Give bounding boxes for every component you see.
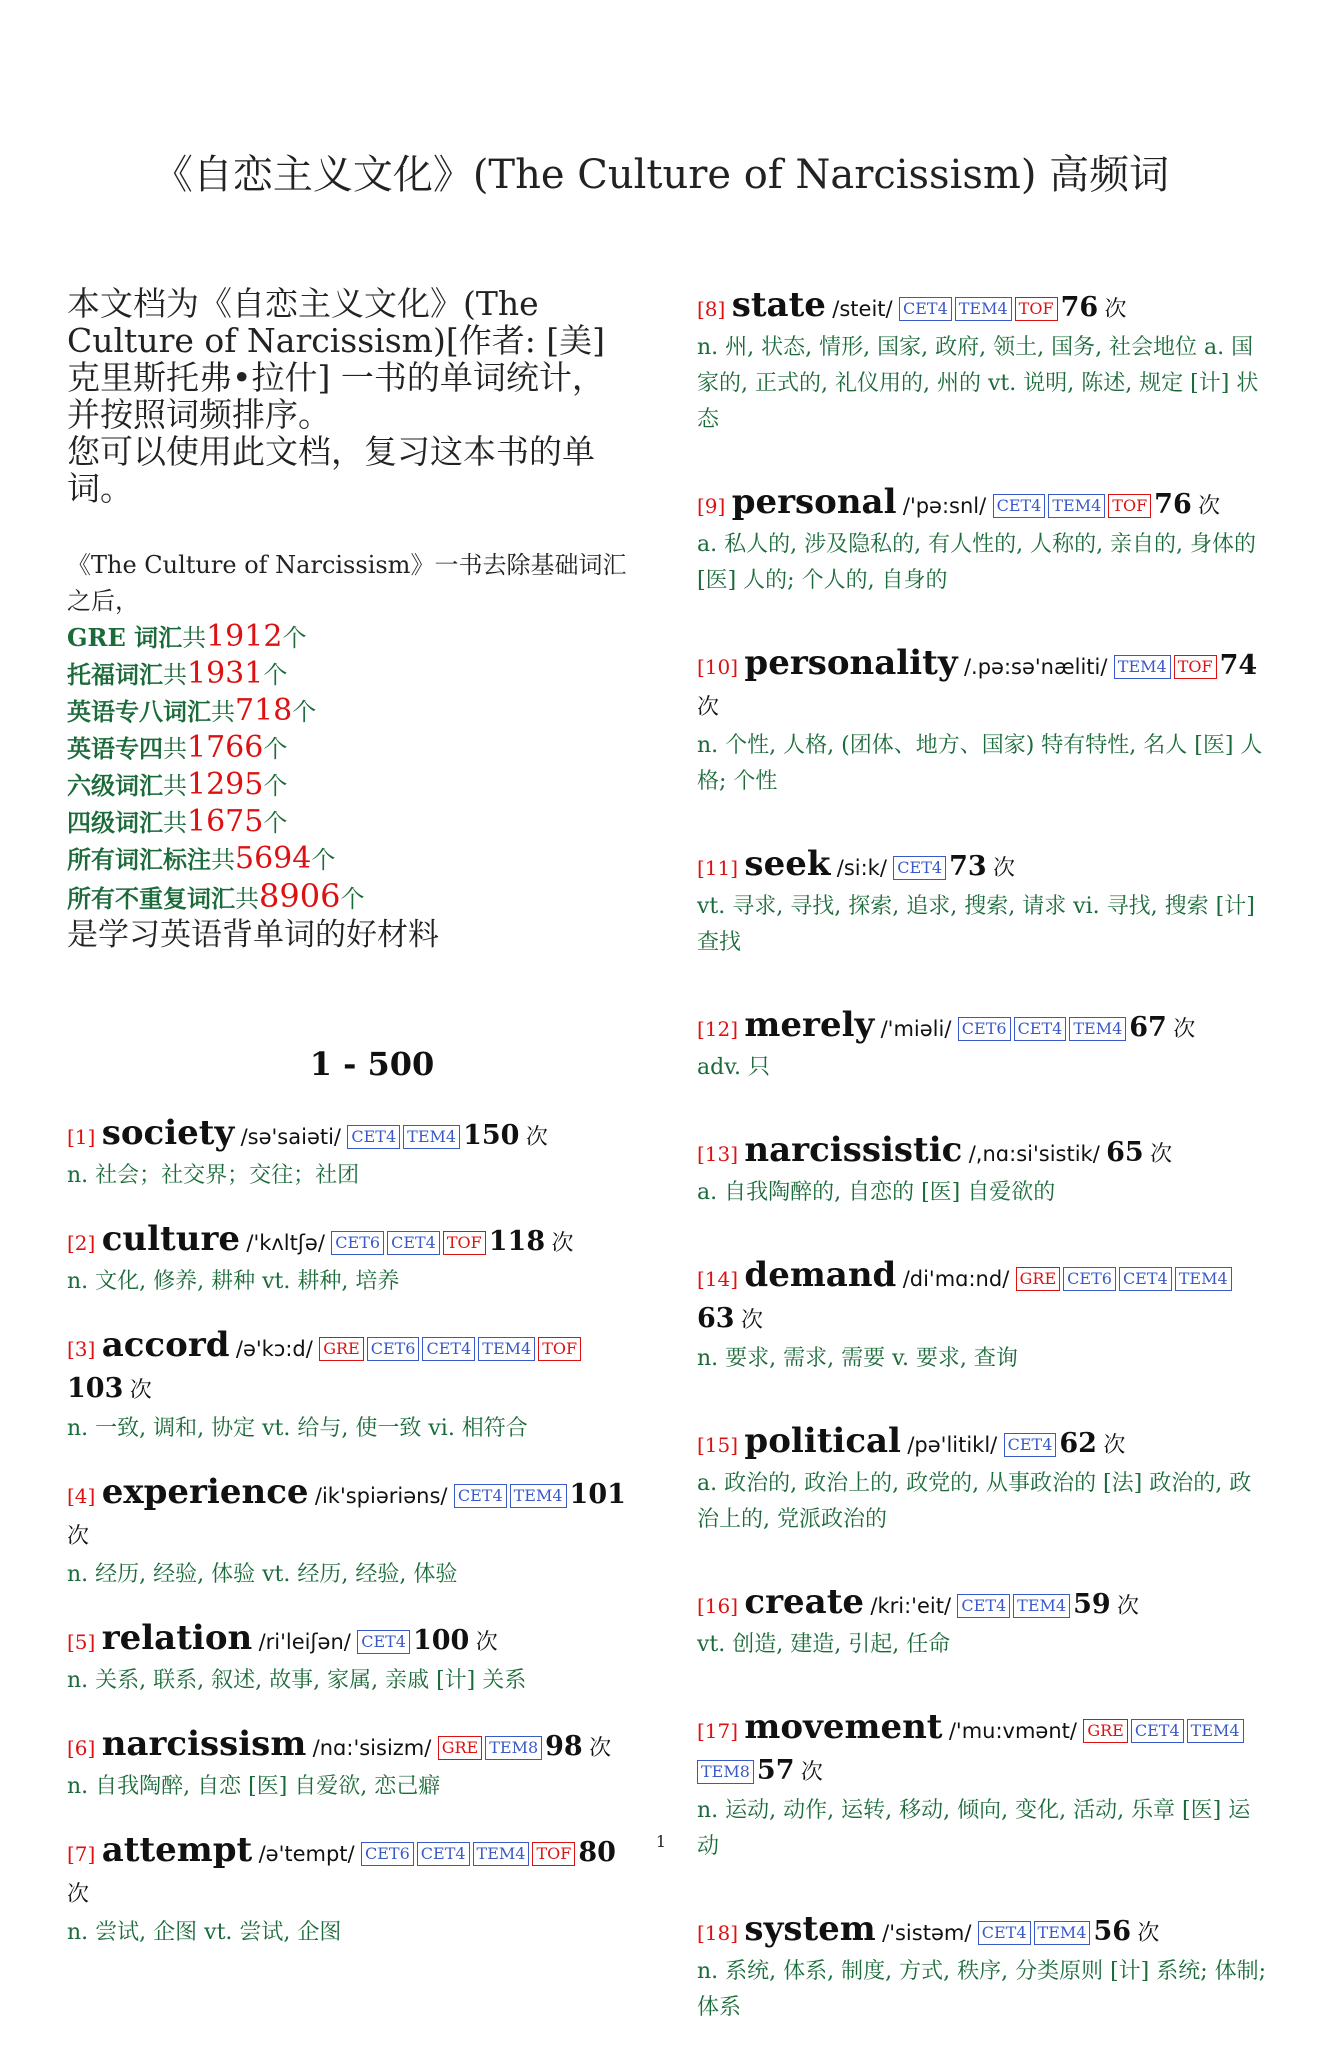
- stat-value: 1912: [206, 619, 283, 654]
- exam-tag: TEM4: [1013, 1594, 1070, 1618]
- entry-count: 62: [1059, 1428, 1097, 1459]
- entry-word: relation: [101, 1618, 253, 1658]
- exam-tag: CET6: [331, 1231, 384, 1255]
- entry-definition: n. 社会；社交界；交往；社团: [67, 1163, 360, 1188]
- entry-definition: vt. 创造, 建造, 引起, 任命: [697, 1632, 951, 1657]
- stat-line: [67, 841, 637, 878]
- word-entry: [67, 1325, 637, 1447]
- entry-definition: n. 自我陶醉, 自恋 [医] 自爱欲, 恋己癖: [67, 1774, 441, 1799]
- count-unit: 次: [1137, 1921, 1160, 1946]
- exam-tag: TEM4: [403, 1125, 460, 1149]
- entry-head: [697, 1255, 1267, 1341]
- stat-value: 718: [235, 693, 293, 728]
- entry-index: [8]: [697, 297, 726, 321]
- stat-line: [67, 656, 637, 693]
- entry-count: 65: [1106, 1137, 1144, 1168]
- entry-head: [67, 1618, 637, 1663]
- entry-phonetic: /'miəli/: [880, 1017, 952, 1041]
- entry-phonetic: /nɑ:'sisizm/: [312, 1736, 432, 1760]
- stat-word: 共: [211, 698, 235, 726]
- exam-tag: CET4: [993, 494, 1046, 518]
- stat-line: [67, 730, 637, 767]
- entry-head: [697, 1130, 1267, 1175]
- exam-tag: CET4: [347, 1125, 400, 1149]
- exam-tag: TOF: [1015, 297, 1058, 321]
- entry-definition: n. 关系, 联系, 叙述, 故事, 家属, 亲戚 [计] 关系: [67, 1668, 527, 1693]
- entry-phonetic: /ə'tempt/: [258, 1842, 355, 1866]
- exam-tag: CET4: [1014, 1017, 1067, 1041]
- stat-value: 1675: [187, 804, 264, 839]
- exam-tag: CET6: [1063, 1267, 1116, 1291]
- entry-count: 103: [67, 1373, 124, 1404]
- entry-definition: a. 私人的, 涉及隐私的, 有人性的, 人称的, 亲自的, 身体的 [医] 人的; 个人的, 自身的: [697, 532, 1257, 593]
- stat-label: 四级词汇: [67, 808, 163, 837]
- exam-tag: TEM4: [955, 297, 1012, 321]
- entry-word: movement: [744, 1707, 943, 1747]
- word-entry: [697, 643, 1267, 800]
- entry-index: [16]: [697, 1594, 739, 1618]
- entry-word: experience: [101, 1472, 309, 1512]
- exam-tag: TOF: [1174, 655, 1217, 679]
- entry-count: 73: [949, 851, 987, 882]
- count-unit: 次: [1117, 1594, 1140, 1619]
- entry-word: narcissistic: [744, 1130, 963, 1170]
- stat-unit: 个: [263, 772, 288, 800]
- entry-head: [697, 643, 1267, 728]
- word-entry: [67, 1219, 637, 1300]
- entry-head: [697, 285, 1267, 330]
- entry-count: 59: [1073, 1589, 1111, 1620]
- entry-head: [67, 1219, 637, 1264]
- count-unit: 次: [551, 1231, 574, 1256]
- exam-tag: TOF: [443, 1231, 486, 1255]
- entry-count: 101: [569, 1479, 626, 1510]
- entry-count: 118: [488, 1226, 546, 1257]
- entry-index: [17]: [697, 1719, 739, 1743]
- entry-phonetic: /'pə:snl/: [902, 494, 987, 518]
- stat-word: 共: [163, 772, 187, 800]
- entry-index: [4]: [67, 1484, 96, 1508]
- entry-count: 150: [463, 1120, 520, 1151]
- exam-tag: CET4: [1131, 1719, 1184, 1743]
- entry-word: create: [744, 1582, 865, 1622]
- stat-value: 5694: [235, 841, 312, 876]
- stat-unit: 个: [263, 661, 288, 689]
- entry-index: [10]: [697, 655, 739, 679]
- word-entry: [697, 285, 1267, 438]
- exam-tag: TOF: [538, 1337, 581, 1361]
- stat-word: 共: [163, 809, 187, 837]
- entry-index: [18]: [697, 1921, 739, 1945]
- entry-head: [67, 1472, 637, 1557]
- count-unit: 次: [697, 695, 720, 720]
- entry-index: [1]: [67, 1125, 96, 1149]
- stat-line: [67, 767, 637, 804]
- entry-phonetic: /'sistəm/: [882, 1921, 972, 1945]
- word-entry: [67, 1724, 637, 1805]
- stat-unit: 个: [282, 624, 307, 652]
- stat-label: 所有词汇标注: [67, 845, 211, 874]
- entry-phonetic: /ə'kɔ:d/: [235, 1337, 313, 1361]
- entry-count: 67: [1129, 1012, 1167, 1043]
- entry-definition: n. 运动, 动作, 运转, 移动, 倾向, 变化, 活动, 乐章 [医] 运动: [697, 1798, 1251, 1859]
- entry-phonetic: /steit/: [832, 297, 893, 321]
- entry-definition: vt. 寻求, 寻找, 探索, 追求, 搜索, 请求 vi. 寻找, 搜索 [计] 查找: [697, 894, 1255, 955]
- entry-word: attempt: [101, 1830, 253, 1870]
- entry-phonetic: /ik'spiəriəns/: [314, 1484, 448, 1508]
- word-entry: [697, 1255, 1267, 1377]
- count-unit: 次: [800, 1760, 823, 1785]
- exam-tag: TEM4: [478, 1337, 535, 1361]
- entry-phonetic: /di'mɑ:nd/: [902, 1267, 1010, 1291]
- entry-word: seek: [744, 844, 831, 884]
- stats-closing: 是学习英语背单词的好材料: [67, 917, 439, 953]
- entry-definition: a. 政治的, 政治上的, 政党的, 从事政治的 [法] 政治的, 政治上的, 党派政治的: [697, 1471, 1252, 1532]
- stats-lead: 《The Culture of Narcissism》一书去除基础词汇之后，: [67, 551, 627, 615]
- stat-label: 英语专八词汇: [67, 697, 211, 726]
- intro-paragraph: 本文档为《自恋主义文化》(The Culture of Narcissism)[作者: [美] 克里斯托弗•拉什] 一书的单词统计，并按照词频排序。: [67, 284, 606, 434]
- entry-head: [67, 1325, 637, 1411]
- entry-phonetic: /'kʌltʃə/: [246, 1231, 325, 1255]
- entry-index: [7]: [67, 1842, 96, 1866]
- entry-count: 56: [1093, 1916, 1132, 1947]
- entry-count: 76: [1154, 489, 1192, 520]
- entry-word: culture: [101, 1219, 241, 1259]
- page-number: 1: [655, 1832, 667, 1851]
- stat-value: 1295: [187, 767, 264, 802]
- entry-definition: n. 尝试, 企图 vt. 尝试, 企图: [67, 1920, 342, 1945]
- word-entry: [67, 1113, 637, 1194]
- count-unit: 次: [740, 1308, 763, 1333]
- entry-index: [6]: [67, 1736, 96, 1760]
- entry-word: personality: [744, 643, 958, 683]
- exam-tag: TOF: [1108, 494, 1151, 518]
- entry-count: 80: [578, 1837, 616, 1868]
- word-entry: [697, 1909, 1267, 2026]
- stat-value: 1931: [187, 656, 264, 691]
- stat-line: [67, 693, 637, 730]
- count-unit: 次: [993, 856, 1016, 881]
- entry-count: 100: [412, 1625, 470, 1656]
- stat-unit: 个: [311, 846, 336, 874]
- range-heading: 1 - 500: [309, 1045, 435, 1083]
- exam-tag: GRE: [319, 1337, 364, 1361]
- entry-count: 57: [756, 1755, 795, 1786]
- exam-tag: CET6: [361, 1842, 414, 1866]
- entry-head: [697, 1582, 1267, 1627]
- stat-label: 六级词汇: [67, 771, 163, 800]
- exam-tag: TEM4: [1069, 1017, 1126, 1041]
- stat-unit: 个: [263, 809, 288, 837]
- exam-tag: TEM4: [510, 1484, 567, 1508]
- exam-tag: TEM4: [473, 1842, 530, 1866]
- stat-value: 8906: [259, 877, 341, 915]
- exam-tag: TEM4: [1048, 494, 1105, 518]
- entry-head: [697, 482, 1267, 527]
- stat-line: [67, 878, 637, 917]
- entry-head: [697, 1909, 1267, 1954]
- exam-tag: TEM4: [1034, 1921, 1091, 1945]
- stat-word: 共: [211, 846, 235, 874]
- exam-tag: GRE: [1016, 1267, 1061, 1291]
- entry-definition: n. 要求, 需求, 需要 v. 要求, 查询: [697, 1346, 1018, 1371]
- entry-word: demand: [744, 1255, 897, 1295]
- stat-label: GRE 词汇: [67, 623, 183, 652]
- exam-tag: TEM8: [485, 1736, 542, 1760]
- count-unit: 次: [67, 1524, 90, 1549]
- exam-tag: CET4: [1004, 1433, 1057, 1457]
- stat-word: 共: [182, 624, 207, 652]
- stat-unit: 个: [292, 698, 317, 726]
- entry-definition: n. 州, 状态, 情形, 国家, 政府, 领土, 国务, 社会地位 a. 国家的, 正式的, 礼仪用的, 州的 vt. 说明, 陈述, 规定 [计] 状态: [697, 335, 1259, 432]
- entry-index: [5]: [67, 1630, 96, 1654]
- word-entry: [697, 844, 1267, 961]
- count-unit: 次: [525, 1125, 548, 1150]
- entry-word: merely: [744, 1005, 875, 1045]
- exam-tag: CET4: [387, 1231, 440, 1255]
- entry-phonetic: /pə'litikl/: [907, 1433, 998, 1457]
- exam-tag: CET4: [454, 1484, 507, 1508]
- exam-tag: CET4: [899, 297, 952, 321]
- exam-tag: CET4: [417, 1842, 470, 1866]
- count-unit: 次: [1150, 1142, 1173, 1167]
- entry-index: [13]: [697, 1142, 739, 1166]
- entry-definition: n. 个性, 人格, (团体、地方、国家) 特有特性, 名人 [医] 人格; 个性: [697, 733, 1263, 794]
- entry-index: [12]: [697, 1017, 739, 1041]
- intro-paragraph: 您可以使用此文档，复习这本书的单词。: [67, 432, 595, 508]
- count-unit: 次: [1103, 1433, 1126, 1458]
- entry-index: [2]: [67, 1231, 96, 1255]
- entry-count: 63: [697, 1303, 735, 1334]
- exam-tag: TEM4: [1187, 1719, 1244, 1743]
- exam-tag: TOF: [532, 1842, 575, 1866]
- exam-tag: CET4: [978, 1921, 1031, 1945]
- intro: [67, 285, 637, 507]
- stat-line: [67, 804, 637, 841]
- document-title: 《自恋主义文化》(The Culture of Narcissism) 高频词: [152, 152, 1170, 198]
- entry-head: [697, 1421, 1267, 1466]
- exam-tag: CET4: [1119, 1267, 1172, 1291]
- left-column: [67, 285, 637, 1976]
- count-unit: 次: [1198, 494, 1221, 519]
- stat-label: 英语专四: [67, 734, 163, 763]
- exam-tag: CET4: [957, 1594, 1010, 1618]
- entry-index: [9]: [697, 494, 726, 518]
- entry-phonetic: /ri'leiʃən/: [258, 1630, 351, 1654]
- exam-tag: CET4: [422, 1337, 475, 1361]
- entry-index: [11]: [697, 856, 739, 880]
- count-unit: 次: [475, 1630, 498, 1655]
- entry-index: [14]: [697, 1267, 739, 1291]
- stat-label: 托福词汇: [67, 660, 163, 689]
- word-entry: [697, 1582, 1267, 1663]
- entry-phonetic: /si:k/: [836, 856, 887, 880]
- exam-tag: TEM8: [697, 1760, 754, 1784]
- word-entry: [697, 482, 1267, 599]
- word-entry: [67, 1472, 637, 1593]
- stat-word: 共: [163, 735, 187, 763]
- entry-word: system: [744, 1909, 876, 1949]
- count-unit: 次: [67, 1882, 90, 1907]
- entry-word: state: [731, 285, 826, 325]
- word-entry: [697, 1005, 1267, 1086]
- entry-phonetic: /,nɑ:si'sistik/: [968, 1142, 1100, 1166]
- entry-word: personal: [731, 482, 897, 522]
- exam-tag: GRE: [438, 1736, 483, 1760]
- stat-line: [67, 619, 637, 656]
- entry-count: 74: [1219, 650, 1258, 681]
- entry-head: [67, 1113, 637, 1158]
- vocabulary-stats: [67, 547, 637, 953]
- entry-count: 98: [545, 1731, 583, 1762]
- entry-definition: a. 自我陶醉的, 自恋的 [医] 自爱欲的: [697, 1180, 1056, 1205]
- entry-definition: n. 经历, 经验, 体验 vt. 经历, 经验, 体验: [67, 1562, 458, 1587]
- entry-head: [67, 1724, 637, 1769]
- entry-definition: n. 一致, 调和, 协定 vt. 给与, 使一致 vi. 相符合: [67, 1416, 528, 1441]
- exam-tag: CET4: [893, 856, 946, 880]
- entry-definition: adv. 只: [697, 1055, 771, 1080]
- exam-tag: TEM4: [1114, 655, 1171, 679]
- entry-definition: n. 系统, 体系, 制度, 方式, 秩序, 分类原则 [计] 系统; 体制; 体系: [697, 1959, 1267, 2020]
- entry-head: [697, 844, 1267, 889]
- entry-head: [697, 1707, 1267, 1793]
- entry-index: [15]: [697, 1433, 739, 1457]
- count-unit: 次: [1173, 1017, 1196, 1042]
- entry-count: 76: [1060, 292, 1099, 323]
- entry-definition: n. 文化, 修养, 耕种 vt. 耕种, 培养: [67, 1269, 400, 1294]
- word-entry: [67, 1618, 637, 1699]
- word-entry: [697, 1421, 1267, 1538]
- entry-word: political: [744, 1421, 901, 1461]
- exam-tag: GRE: [1083, 1719, 1128, 1743]
- stat-word: 共: [235, 885, 259, 913]
- exam-tag: CET6: [367, 1337, 420, 1361]
- stat-word: 共: [163, 661, 187, 689]
- entry-phonetic: /sə'saiəti/: [240, 1125, 342, 1149]
- entry-head: [697, 1005, 1267, 1050]
- stat-unit: 个: [340, 885, 365, 913]
- entry-index: [3]: [67, 1337, 96, 1361]
- stat-value: 1766: [187, 730, 264, 765]
- exam-tag: TEM4: [1175, 1267, 1232, 1291]
- right-column: [697, 285, 1267, 2070]
- entry-phonetic: /'mu:vmənt/: [948, 1719, 1077, 1743]
- word-entry: [697, 1130, 1267, 1211]
- entry-word: narcissism: [101, 1724, 307, 1764]
- entry-word: accord: [101, 1325, 230, 1365]
- entry-phonetic: /.pə:sə'næliti/: [963, 655, 1108, 679]
- stat-unit: 个: [263, 735, 288, 763]
- entry-word: society: [101, 1113, 235, 1153]
- entry-phonetic: /kri:'eit/: [870, 1594, 952, 1618]
- exam-tag: CET4: [357, 1630, 410, 1654]
- count-unit: 次: [589, 1736, 612, 1761]
- stat-label: 所有不重复词汇: [67, 884, 235, 913]
- count-unit: 次: [129, 1378, 152, 1403]
- exam-tag: CET6: [958, 1017, 1011, 1041]
- count-unit: 次: [1104, 297, 1127, 322]
